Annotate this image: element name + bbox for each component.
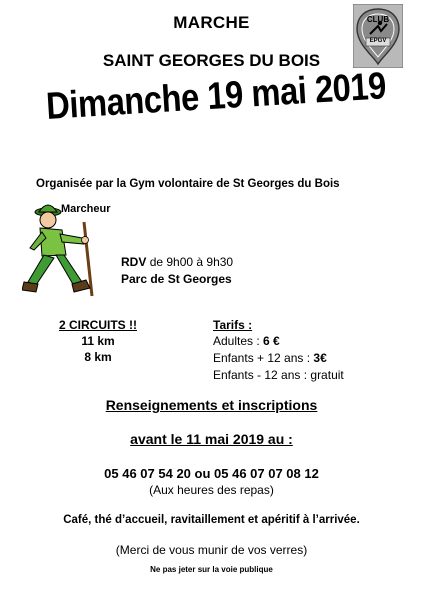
tarif-adultes-label: Adultes : <box>213 334 264 348</box>
tarif-enfants-plus <box>213 351 327 365</box>
rdv-label: RDV <box>121 255 147 269</box>
walker-icon <box>22 200 112 300</box>
title-location: SAINT GEORGES DU BOIS <box>102 51 321 70</box>
inscriptions-deadline <box>0 431 423 447</box>
hours-note: (Aux heures des repas) <box>149 483 274 497</box>
circuit-item: 11 km <box>81 334 115 348</box>
phone-1: 05 46 07 54 20 <box>104 466 191 481</box>
rdv-place: Parc de St Georges <box>121 272 232 286</box>
title-marche: MARCHE <box>173 13 250 32</box>
services: Café, thé d’accueil, ravitaillement et apéritif à l’arrivée. <box>63 514 360 526</box>
phone-numbers <box>0 466 423 481</box>
rdv-time-line <box>121 255 233 269</box>
inscriptions-title-text: Renseignements et inscriptions <box>105 397 318 413</box>
inscriptions-deadline-text: avant le 11 mai 2019 au : <box>130 431 293 447</box>
marcheur-label: Marcheur <box>61 203 111 215</box>
organizer: Organisée par la Gym volontaire de St Georges du Bois <box>36 178 340 190</box>
tarifs-title: Tarifs : <box>213 318 253 332</box>
phone-separator: ou <box>190 466 215 481</box>
event-date: Dimanche 19 mai 2019 <box>45 65 388 128</box>
phone-2: 05 46 07 07 08 12 <box>214 466 319 481</box>
logo-text-epgv: EPGV <box>369 38 387 44</box>
marcheur-illustration <box>22 200 112 300</box>
club-logo <box>353 4 403 68</box>
glasses-note: (Merci de vous munir de vos verres) <box>115 543 308 557</box>
tarif-adultes-price: 6 € <box>263 334 280 348</box>
circuits-title: 2 CIRCUITS !! <box>59 318 137 332</box>
tarif-enfants-plus-price: 3€ <box>313 351 327 365</box>
tarif-enfants-plus-label: Enfants + 12 ans : <box>213 351 314 365</box>
circuit-item: 8 km <box>84 350 112 364</box>
footer-note: Ne pas jeter sur la voie publique <box>150 565 273 574</box>
logo-text-club: CLUB <box>366 15 390 24</box>
inscriptions-title <box>0 397 423 413</box>
rdv-time: de 9h00 à 9h30 <box>149 255 234 269</box>
club-logo-icon <box>353 4 403 68</box>
tarif-adultes <box>213 334 280 348</box>
tarif-enfants-moins: Enfants - 12 ans : gratuit <box>213 368 344 382</box>
